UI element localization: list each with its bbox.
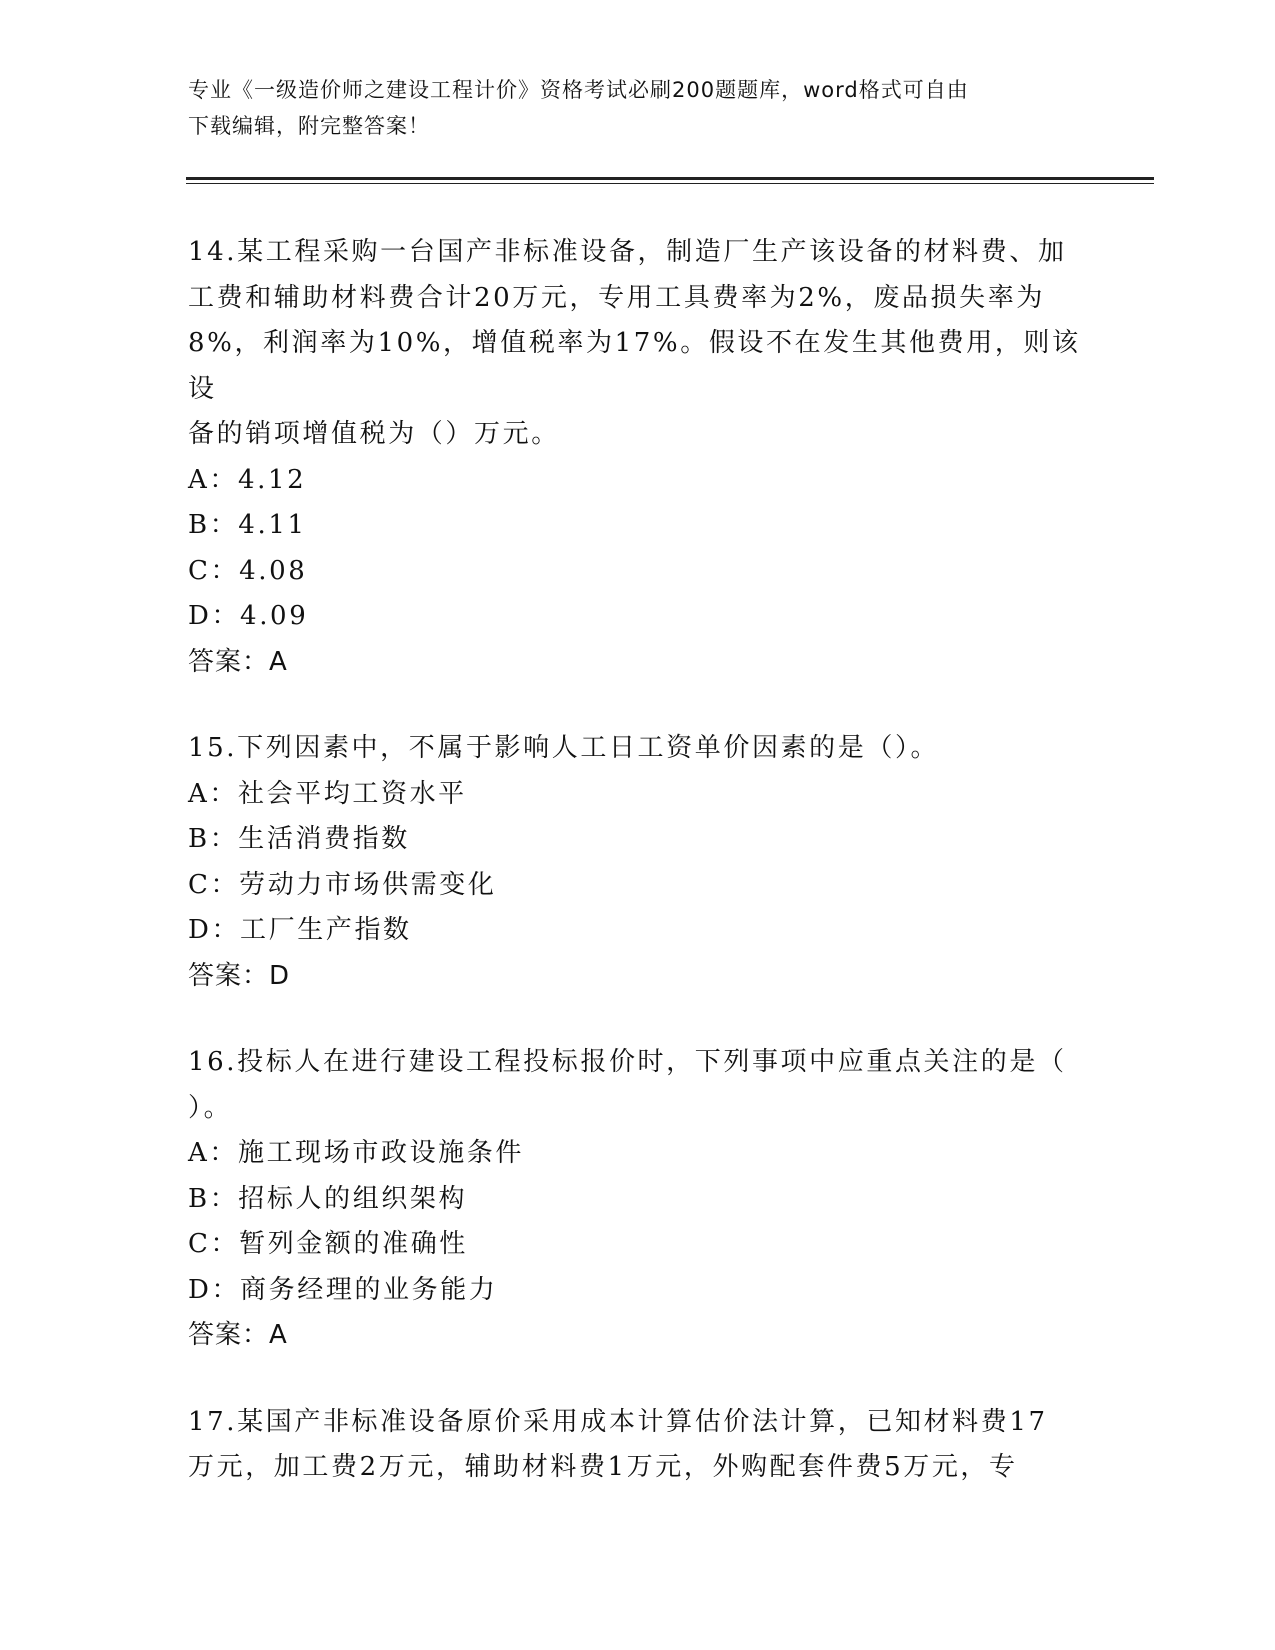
question-text-line: 15.下列因素中，不属于影响人工日工资单价因素的是（）。: [188, 733, 940, 763]
option-c: C：暂列金额的准确性: [188, 1229, 468, 1259]
option-d: D：4.09: [188, 601, 309, 631]
question-text-line: 万元，加工费2万元，辅助材料费1万元，外购配套件费5万元，专: [188, 1452, 1018, 1482]
question-text-line: 16.投标人在进行建设工程投标报价时，下列事项中应重点关注的是（: [188, 1047, 1067, 1077]
header-line-1: 专业《一级造价师之建设工程计价》资格考试必刷200题题库，word格式可自由: [188, 78, 969, 102]
question-text-line: ）。: [188, 1092, 233, 1123]
question-text-line: 工费和辅助材料费合计20万元，专用工具费率为2%，废品损失率为: [188, 282, 1045, 313]
question-15: [188, 726, 1088, 999]
question-17: [188, 1400, 1088, 1491]
option-c: C：4.08: [188, 555, 308, 586]
option-b: B：生活消费指数: [188, 824, 410, 854]
option-b: B：4.11: [188, 510, 307, 540]
question-text-line: 8%，利润率为10%，增值税率为17%。假设不在发生其他费用，则该设: [188, 328, 1081, 404]
option-c: C：劳动力市场供需变化: [188, 869, 497, 900]
header-divider-thick: [186, 177, 1154, 180]
answer-line: 答案：D: [188, 960, 291, 991]
document-header: [188, 72, 1068, 144]
option-a: A：施工现场市政设施条件: [188, 1138, 524, 1168]
option-d: D：工厂生产指数: [188, 915, 412, 945]
question-text-line: 备的销项增值税为（）万元。: [188, 419, 560, 449]
header-line-2: 下载编辑，附完整答案！: [188, 114, 430, 138]
option-a: A：4.12: [188, 464, 307, 495]
answer-line: 答案：A: [188, 646, 288, 677]
header-divider-thin: [186, 183, 1154, 184]
answer-line: 答案：A: [188, 1320, 288, 1350]
question-16: [188, 1040, 1088, 1359]
question-14: [188, 230, 1088, 685]
question-list: [188, 230, 1088, 1532]
question-text-line: 17.某国产非标准设备原价采用成本计算估价法计算，已知材料费17: [188, 1406, 1048, 1437]
option-a: A：社会平均工资水平: [188, 778, 467, 809]
option-b: B：招标人的组织架构: [188, 1183, 468, 1214]
option-d: D：商务经理的业务能力: [188, 1274, 498, 1305]
question-text-line: 14.某工程采购一台国产非标准设备，制造厂生产该设备的材料费、加: [188, 237, 1067, 267]
